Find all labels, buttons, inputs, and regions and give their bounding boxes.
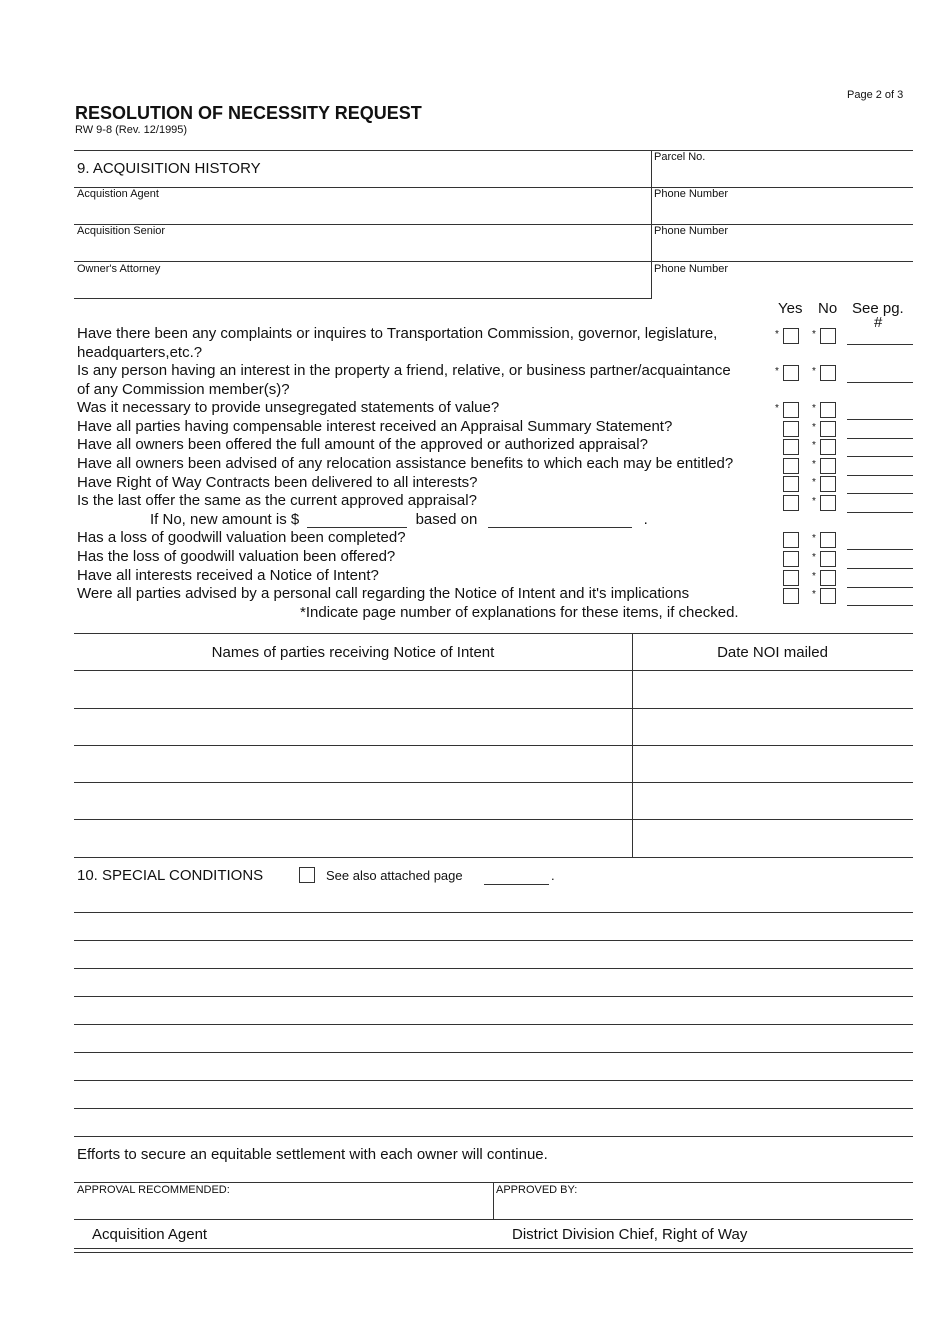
efforts-statement: Efforts to secure an equitable settlement with each owner will continue. — [77, 1146, 548, 1163]
approved-by-field[interactable]: APPROVED BY: — [496, 1184, 578, 1196]
question-2: Is any person having an interest in the property a friend, relative, or business partner/acquaintance — [77, 362, 731, 379]
question-2-cont: of any Commission member(s)? — [77, 381, 290, 398]
new-amount-period: . — [643, 511, 648, 528]
q8-see-page-input[interactable] — [847, 512, 913, 513]
attached-page-input[interactable] — [484, 884, 549, 885]
q3-no-checkbox[interactable] — [820, 402, 836, 418]
question-12: Were all parties advised by a personal call regarding the Notice of Intent and it's implications — [77, 585, 690, 602]
q6-yes-checkbox[interactable] — [783, 458, 799, 474]
section-9-title: 9. ACQUISITION HISTORY — [77, 160, 261, 177]
star-marker: * — [812, 589, 816, 600]
q4-see-page-input[interactable] — [847, 438, 913, 439]
see-attached-checkbox[interactable] — [299, 867, 315, 883]
attorney-phone-field[interactable]: Phone Number — [654, 263, 728, 275]
col-no-header: No — [818, 300, 838, 317]
page-number-footnote: *Indicate page number of explanations for these items, if checked. — [300, 604, 739, 621]
owners-attorney-field[interactable]: Owner's Attorney — [77, 263, 161, 275]
q12-yes-checkbox[interactable] — [783, 588, 799, 604]
new-amount-row — [150, 511, 648, 528]
noi-date-cell[interactable] — [633, 671, 912, 707]
star-marker: * — [812, 477, 816, 488]
approval-recommended-field[interactable]: APPROVAL RECOMMENDED: — [77, 1184, 230, 1196]
signature-district-chief: District Division Chief, Right of Way — [512, 1226, 748, 1243]
noi-name-cell[interactable] — [75, 783, 631, 818]
acquisition-senior-field[interactable]: Acquisition Senior — [77, 225, 166, 237]
page-number: Page 2 of 3 — [847, 89, 904, 101]
q9-no-checkbox[interactable] — [820, 532, 836, 548]
noi-name-cell[interactable] — [75, 820, 631, 856]
question-1-cont: headquarters,etc.? — [77, 344, 203, 361]
star-marker: * — [812, 571, 816, 582]
question-3: Was it necessary to provide unsegregated statements of value? — [77, 399, 500, 416]
form-number: RW 9-8 (Rev. 12/1995) — [75, 124, 188, 136]
star-marker: * — [812, 552, 816, 563]
q1-see-page-input[interactable] — [847, 344, 913, 345]
question-1: Have there been any complaints or inquires to Transportation Commission, governor, legislature, — [77, 325, 718, 342]
senior-phone-field[interactable]: Phone Number — [654, 225, 728, 237]
star-marker: * — [812, 533, 816, 544]
q12-no-checkbox[interactable] — [820, 588, 836, 604]
q8-yes-checkbox[interactable] — [783, 495, 799, 511]
col-hash-header: # — [874, 314, 883, 331]
q11-see-page-input[interactable] — [847, 587, 913, 588]
noi-date-cell[interactable] — [633, 820, 912, 856]
q4-yes-checkbox[interactable] — [783, 421, 799, 437]
star-marker: * — [775, 403, 779, 414]
q9-see-page-input[interactable] — [847, 549, 913, 550]
q2-yes-checkbox[interactable] — [783, 365, 799, 381]
q2-no-checkbox[interactable] — [820, 365, 836, 381]
noi-date-header: Date NOI mailed — [717, 644, 828, 661]
q3-yes-checkbox[interactable] — [783, 402, 799, 418]
col-yes-header: Yes — [778, 300, 803, 317]
noi-name-cell[interactable] — [75, 709, 631, 744]
star-marker: * — [812, 459, 816, 470]
parcel-no-field[interactable]: Parcel No. — [654, 151, 706, 163]
question-9: Has a loss of goodwill valuation been completed? — [77, 529, 406, 546]
q1-no-checkbox[interactable] — [820, 328, 836, 344]
q6-no-checkbox[interactable] — [820, 458, 836, 474]
q7-see-page-input[interactable] — [847, 493, 913, 494]
question-11: Have all interests received a Notice of Intent? — [77, 567, 379, 584]
question-7: Have Right of Way Contracts been delivered to all interests? — [77, 474, 478, 491]
q10-yes-checkbox[interactable] — [783, 551, 799, 567]
question-6: Have all owners been advised of any relocation assistance benefits to which each may be entitled? — [77, 455, 734, 472]
star-marker: * — [812, 366, 816, 377]
new-amount-input[interactable] — [307, 514, 407, 528]
star-marker: * — [812, 422, 816, 433]
q10-see-page-input[interactable] — [847, 568, 913, 569]
agent-phone-field[interactable]: Phone Number — [654, 188, 728, 200]
star-marker: * — [775, 329, 779, 340]
based-on-input[interactable] — [488, 514, 632, 528]
q5-yes-checkbox[interactable] — [783, 439, 799, 455]
question-5: Have all owners been offered the full amount of the approved or authorized appraisal? — [77, 436, 648, 453]
see-attached-label: See also attached page — [326, 868, 463, 883]
q7-no-checkbox[interactable] — [820, 476, 836, 492]
star-marker: * — [812, 403, 816, 414]
q11-no-checkbox[interactable] — [820, 570, 836, 586]
noi-date-cell[interactable] — [633, 746, 912, 781]
q4-no-checkbox[interactable] — [820, 421, 836, 437]
star-marker: * — [812, 440, 816, 451]
q8-no-checkbox[interactable] — [820, 495, 836, 511]
new-amount-label: If No, new amount is $ — [150, 511, 300, 528]
question-4: Have all parties having compensable interest received an Appraisal Summary Statement? — [77, 418, 673, 435]
star-marker: * — [812, 329, 816, 340]
q10-no-checkbox[interactable] — [820, 551, 836, 567]
noi-date-cell[interactable] — [633, 783, 912, 818]
q9-yes-checkbox[interactable] — [783, 532, 799, 548]
q6-see-page-input[interactable] — [847, 475, 913, 476]
q5-no-checkbox[interactable] — [820, 439, 836, 455]
noi-names-header: Names of parties receiving Notice of Intent — [211, 644, 495, 661]
q1-yes-checkbox[interactable] — [783, 328, 799, 344]
q2-see-page-input[interactable] — [847, 382, 913, 383]
form-title: RESOLUTION OF NECESSITY REQUEST — [75, 103, 422, 123]
q11-yes-checkbox[interactable] — [783, 570, 799, 586]
col-see-page-header: See pg. — [852, 300, 904, 317]
question-10: Has the loss of goodwill valuation been offered? — [77, 548, 396, 565]
star-marker: * — [812, 496, 816, 507]
noi-date-cell[interactable] — [633, 709, 912, 744]
q7-yes-checkbox[interactable] — [783, 476, 799, 492]
q12-see-page-input[interactable] — [847, 605, 913, 606]
acquisition-agent-field[interactable]: Acquistion Agent — [77, 188, 159, 200]
section-10-title: 10. SPECIAL CONDITIONS — [77, 867, 264, 884]
q5-see-page-input[interactable] — [847, 456, 913, 457]
question-8: Is the last offer the same as the current approved appraisal? — [77, 492, 477, 509]
based-on-label: based on — [415, 511, 478, 528]
q3-see-page-input[interactable] — [847, 419, 913, 420]
star-marker: * — [775, 366, 779, 377]
attached-period: . — [551, 868, 555, 883]
noi-name-cell[interactable] — [75, 746, 631, 781]
signature-acquisition-agent: Acquisition Agent — [92, 1226, 208, 1243]
noi-name-cell[interactable] — [75, 671, 631, 707]
